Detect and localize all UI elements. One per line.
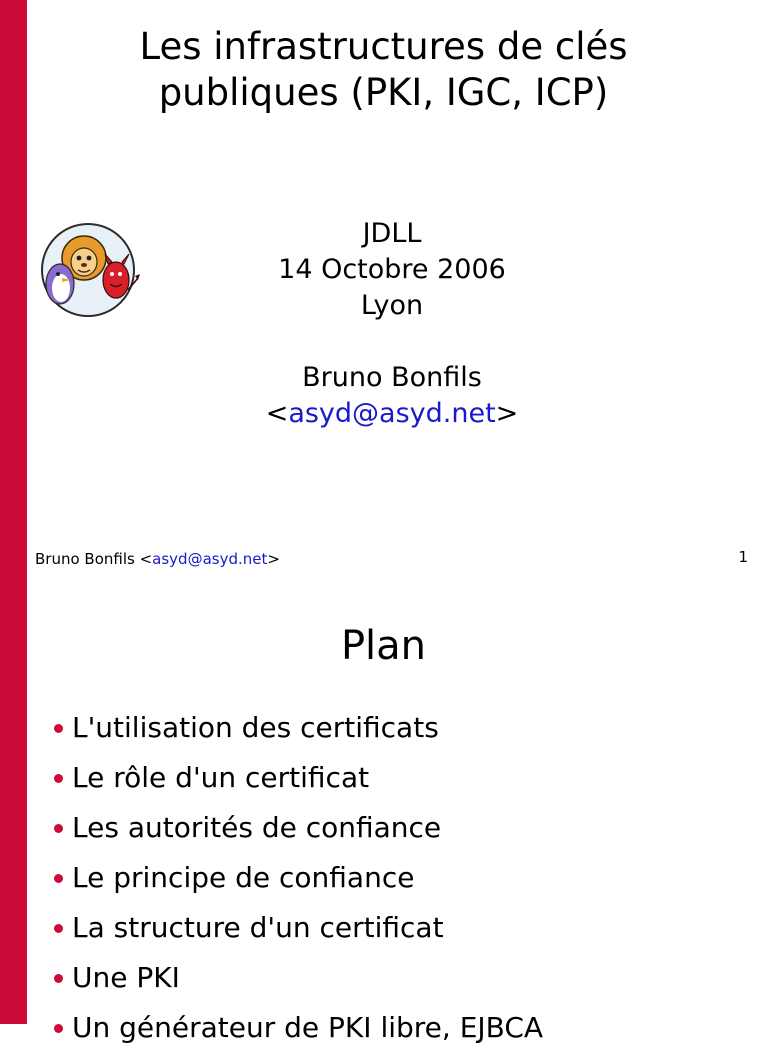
accent-bar [0, 0, 27, 1024]
bullet-dot-icon [54, 874, 63, 883]
list-item [52, 804, 543, 854]
plan-title: Plan [340, 623, 427, 669]
list-item [52, 704, 543, 754]
event-name: JDLL [362, 218, 422, 249]
footer-email-bracket-open: < [139, 550, 153, 568]
list-item-text: Un générateur de PKI libre, EJBCA [72, 1011, 544, 1044]
bullet-dot-icon [54, 824, 63, 833]
list-item [52, 1004, 543, 1054]
list-item-text: La structure d'un certificat [72, 911, 444, 944]
footer-email-bracket-close: > [267, 550, 280, 568]
author-name: Bruno Bonfils [302, 362, 482, 393]
list-item-text: L'utilisation des certificats [72, 711, 439, 744]
bullet-dot-icon [54, 1024, 63, 1033]
bullet-dot-icon [54, 724, 63, 733]
page-footer [35, 549, 280, 569]
list-item [52, 854, 543, 904]
list-item [52, 904, 543, 954]
list-item-text: Une PKI [72, 961, 180, 994]
plan-list [52, 704, 543, 1054]
page-number: 1 [738, 548, 748, 566]
list-item [52, 954, 543, 1004]
email-bracket-open: < [265, 398, 289, 429]
bullet-dot-icon [54, 924, 63, 933]
list-item-text: Les autorités de confiance [72, 811, 442, 844]
list-item-text: Le principe de confiance [72, 861, 415, 894]
slide-title: Les infrastructures de clés publiques (PKI, IGC, ICP) [139, 25, 628, 114]
author-email-line [27, 396, 757, 432]
bullet-dot-icon [54, 774, 63, 783]
author-email-link[interactable]: asyd@asyd.net [288, 398, 496, 429]
list-item-text: Le rôle d'un certificat [72, 761, 370, 794]
event-city: Lyon [360, 290, 424, 321]
email-bracket-close: > [495, 398, 519, 429]
event-date: 14 Octobre 2006 [278, 254, 506, 285]
list-item [52, 754, 543, 804]
bullet-dot-icon [54, 974, 63, 983]
footer-email-link[interactable]: asyd@asyd.net [152, 550, 268, 568]
footer-author: Bruno Bonfils [35, 550, 140, 568]
